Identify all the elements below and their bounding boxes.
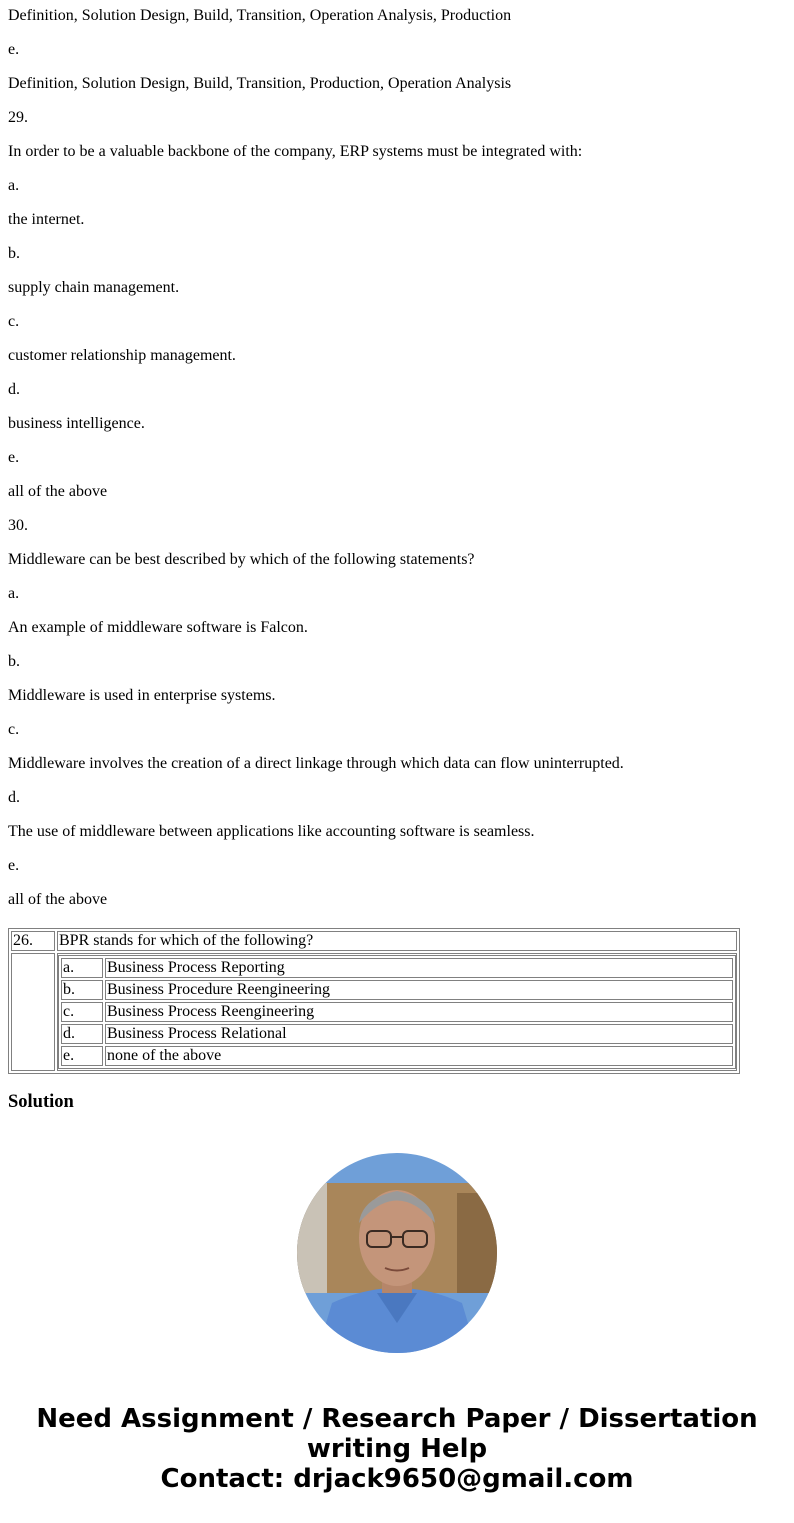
option-row: [61, 1046, 733, 1066]
option-letter: c.: [8, 313, 20, 330]
text-line: Definition, Solution Design, Build, Transition, Operation Analysis, Production: [8, 7, 512, 24]
question-text: BPR stands for which of the following?: [57, 931, 737, 951]
option-text: Business Process Reporting: [105, 958, 733, 978]
option-text: The use of middleware between applications like accounting software is seamless.: [8, 823, 535, 840]
option-text: supply chain management.: [8, 279, 180, 296]
option-text: customer relationship management.: [8, 347, 236, 364]
promo-line-2: writing Help: [306, 1434, 488, 1464]
option-letter: b.: [8, 653, 20, 670]
text-line: Definition, Solution Design, Build, Transition, Production, Operation Analysis: [8, 75, 512, 92]
promo-banner: [0, 1404, 794, 1494]
option-text: the internet.: [8, 211, 85, 228]
promo-contact: Contact: drjack9650@gmail.com: [160, 1464, 634, 1494]
option-row: [61, 1002, 733, 1022]
options-table: [58, 955, 736, 1069]
option-row: [61, 1024, 733, 1044]
option-letter: e.: [8, 449, 20, 466]
option-letter: d.: [61, 1024, 103, 1044]
option-letter: b.: [8, 245, 20, 262]
text-lines: [8, 0, 788, 918]
question-number: 29.: [8, 109, 28, 126]
option-letter: b.: [61, 980, 103, 1000]
portrait-image: [297, 1153, 497, 1353]
empty-cell: [11, 953, 55, 1071]
option-text: Middleware involves the creation of a direct linkage through which data can flow uninterrupted.: [8, 755, 624, 772]
option-letter: d.: [8, 789, 20, 806]
option-text: Middleware is used in enterprise systems.: [8, 687, 276, 704]
promo-line-1: Need Assignment / Research Paper / Dissertation: [36, 1404, 758, 1434]
option-letter: e.: [61, 1046, 103, 1066]
question-26-table: [8, 928, 740, 1074]
option-text: Business Process Relational: [105, 1024, 733, 1044]
question-number: 26.: [11, 931, 55, 951]
option-text: all of the above: [8, 891, 108, 908]
question-text: Middleware can be best described by which of the following statements?: [8, 551, 475, 568]
solution-heading: Solution: [8, 1092, 74, 1112]
option-text: Business Procedure Reengineering: [105, 980, 733, 1000]
option-letter: c.: [61, 1002, 103, 1022]
question-number: 30.: [8, 517, 28, 534]
option-letter: d.: [8, 381, 20, 398]
option-text: all of the above: [8, 483, 108, 500]
text-line: e.: [8, 41, 20, 58]
document-body: [8, 0, 788, 1113]
option-letter: c.: [8, 721, 20, 738]
option-text: Business Process Reengineering: [105, 1002, 733, 1022]
option-letter: a.: [8, 585, 20, 602]
question-text: In order to be a valuable backbone of the company, ERP systems must be integrated with:: [8, 143, 583, 160]
option-letter: e.: [8, 857, 20, 874]
option-text: business intelligence.: [8, 415, 145, 432]
option-letter: a.: [61, 958, 103, 978]
options-cell: [57, 953, 737, 1071]
option-row: [61, 980, 733, 1000]
author-photo: [297, 1153, 497, 1353]
option-row: [61, 958, 733, 978]
option-text: An example of middleware software is Falcon.: [8, 619, 308, 636]
option-text: none of the above: [105, 1046, 733, 1066]
option-letter: a.: [8, 177, 20, 194]
